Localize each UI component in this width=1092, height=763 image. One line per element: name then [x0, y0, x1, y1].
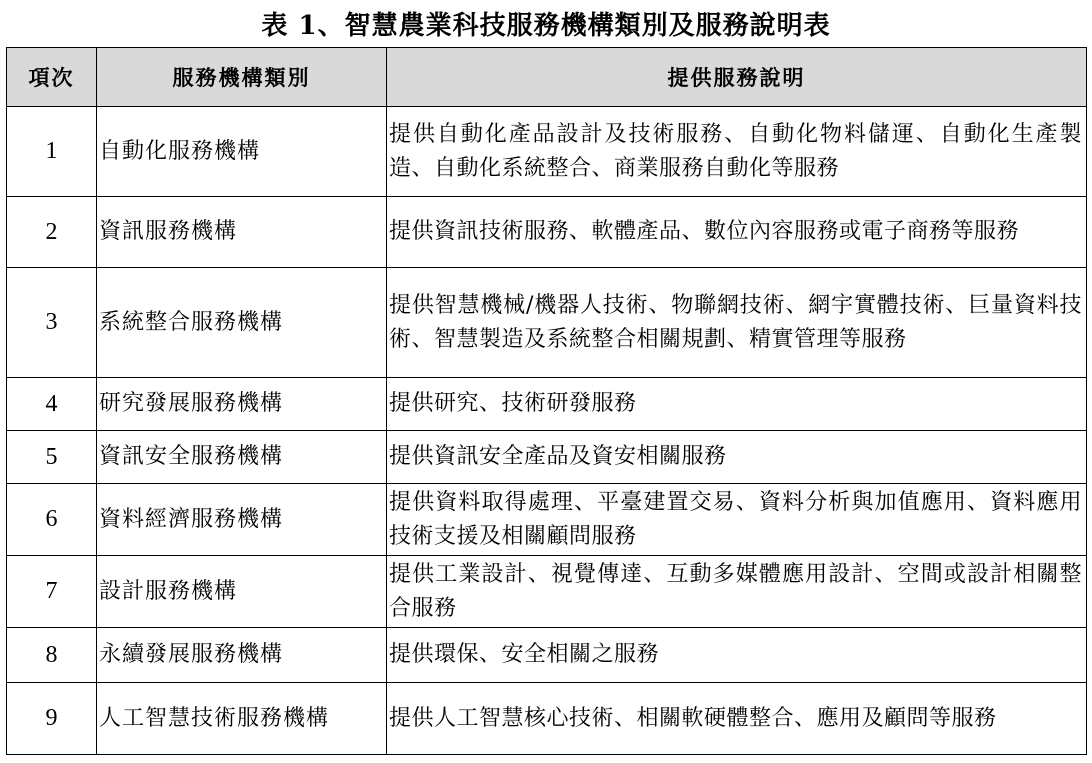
row-category: 自動化服務機構 [97, 107, 387, 197]
table-row [7, 378, 1087, 431]
table-row [7, 268, 1087, 378]
table-row [7, 556, 1087, 628]
row-description: 提供環保、安全相關之服務 [387, 628, 1087, 683]
table-row [7, 197, 1087, 268]
row-category: 系統整合服務機構 [97, 268, 387, 378]
row-number: 6 [7, 484, 97, 556]
row-category: 永續發展服務機構 [97, 628, 387, 683]
row-number: 5 [7, 431, 97, 484]
row-description: 提供智慧機械/機器人技術、物聯網技術、網宇實體技術、巨量資料技術、智慧製造及系統整合相關規劃、精實管理等服務 [387, 268, 1087, 378]
row-category: 資訊服務機構 [97, 197, 387, 268]
row-category: 人工智慧技術服務機構 [97, 683, 387, 755]
row-number: 4 [7, 378, 97, 431]
row-description: 提供自動化產品設計及技術服務、自動化物料儲運、自動化生產製造、自動化系統整合、商業服務自動化等服務 [387, 107, 1087, 197]
table-row [7, 683, 1087, 755]
table-header-row [7, 48, 1087, 107]
row-description: 提供資訊技術服務、軟體產品、數位內容服務或電子商務等服務 [387, 197, 1087, 268]
header-item-number: 項次 [7, 48, 97, 107]
row-description: 提供工業設計、視覺傳達、互動多媒體應用設計、空間或設計相關整合服務 [387, 556, 1087, 628]
table-row [7, 484, 1087, 556]
row-number: 3 [7, 268, 97, 378]
row-description: 提供資料取得處理、平臺建置交易、資料分析與加值應用、資料應用技術支援及相關顧問服務 [387, 484, 1087, 556]
row-number: 8 [7, 628, 97, 683]
row-description: 提供研究、技術研發服務 [387, 378, 1087, 431]
table-title: 表 1、智慧農業科技服務機構類別及服務說明表 [261, 11, 831, 41]
row-number: 2 [7, 197, 97, 268]
row-category: 設計服務機構 [97, 556, 387, 628]
row-description: 提供資訊安全產品及資安相關服務 [387, 431, 1087, 484]
header-description: 提供服務說明 [387, 48, 1087, 107]
row-category: 資訊安全服務機構 [97, 431, 387, 484]
row-number: 9 [7, 683, 97, 755]
row-number: 7 [7, 556, 97, 628]
row-category: 研究發展服務機構 [97, 378, 387, 431]
row-description: 提供人工智慧核心技術、相關軟硬體整合、應用及顧問等服務 [387, 683, 1087, 755]
header-category: 服務機構類別 [97, 48, 387, 107]
row-category: 資料經濟服務機構 [97, 484, 387, 556]
table-row [7, 107, 1087, 197]
service-table [6, 47, 1087, 755]
table-row [7, 628, 1087, 683]
row-number: 1 [7, 107, 97, 197]
table-row [7, 431, 1087, 484]
